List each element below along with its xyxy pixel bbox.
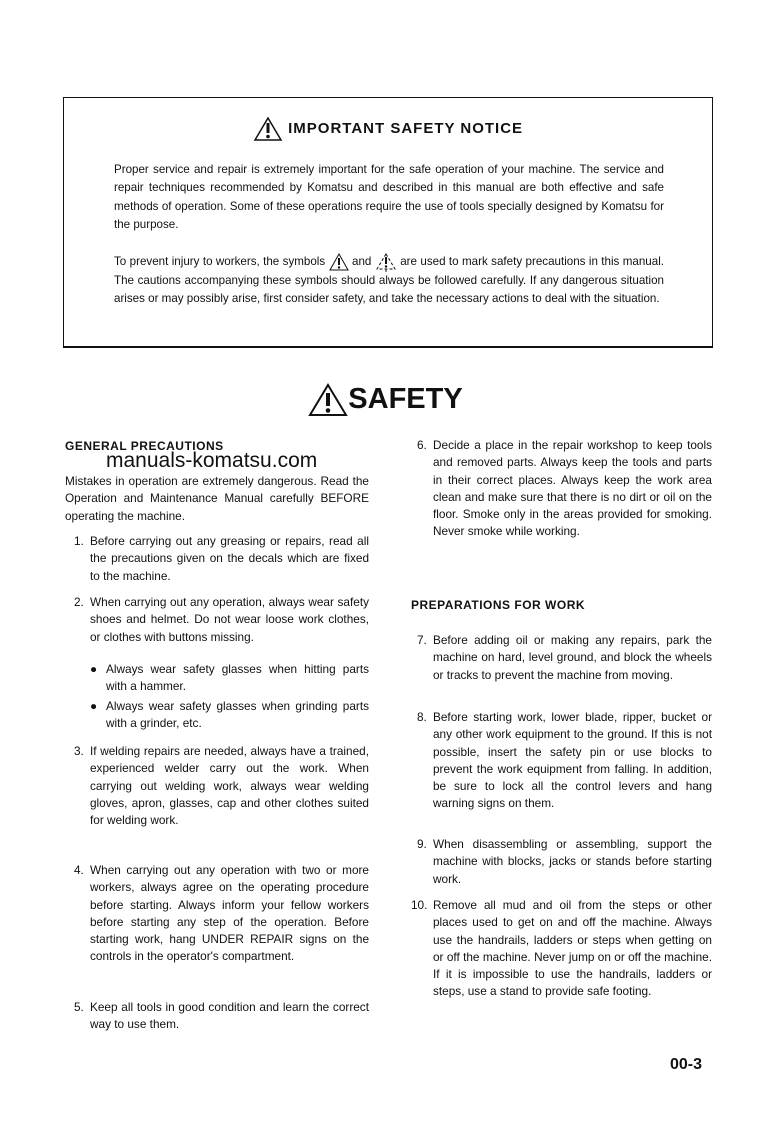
notice-title	[64, 116, 712, 142]
text: To prevent injury to workers, the symbols	[114, 255, 326, 269]
item-text: Keep all tools in good condition and learn the correct way to use them.	[90, 1000, 369, 1032]
safety-heading	[0, 383, 771, 417]
text: are used to mark safety precautions in this manual. The cautions accompanying these symbols should always be followed carefully. If any dangerous situation arises or may possibly arise, first consider safety, and take the necessary actions to deal with the situation.	[114, 255, 664, 306]
list-item	[74, 862, 369, 966]
bullet-text: Always wear safety glasses when grinding parts with a grinder, etc.	[106, 699, 369, 731]
item-text: Before carrying out any greasing or repairs, read all the precautions given on the decals which are fixed to the machine.	[90, 534, 369, 583]
notice-title-text: IMPORTANT SAFETY NOTICE	[288, 119, 524, 137]
warning-triangle-icon	[308, 383, 348, 417]
item-text: When disassembling or assembling, support the machine with blocks, jacks or stands before starting work.	[433, 837, 712, 886]
list-item	[417, 836, 712, 888]
item-number: 4.	[74, 863, 84, 877]
item-text: Decide a place in the repair workshop to keep tools and removed parts. Always keep the tools and parts in their correct places. Always keep the work area clean and make sure that there is no dirt or oil on the floor. Smoke only in the areas provided for smoking. Never smoke while working.	[433, 438, 712, 539]
item-number: 8.	[417, 710, 427, 724]
warning-triangle-icon	[253, 116, 283, 142]
item-text: When carrying out any operation, always wear safety shoes and helmet. Do not wear loose work clothes, or clothes with buttons missing.	[90, 595, 369, 644]
list-item	[74, 999, 369, 1034]
list-item	[74, 533, 369, 585]
list-item	[74, 594, 369, 646]
general-intro: Mistakes in operation are extremely dangerous. Read the Operation and Maintenance Manual carefully BEFORE operating the machine.	[65, 474, 369, 523]
warning-triangle-icon	[329, 253, 349, 271]
item-text: Before starting work, lower blade, ripper, bucket or any other work equipment to the ground. If this is not possible, insert the safety pin or use blocks to prevent the work equipment from falling. In addition, be sure to lock all the control levers and hang warning signs on them.	[433, 710, 712, 811]
safety-heading-text: SAFETY	[348, 383, 463, 415]
bullet-icon: ●	[90, 699, 98, 713]
item-number: 9.	[417, 837, 427, 851]
notice-paragraph-2	[114, 252, 664, 309]
caution-triangle-icon	[375, 252, 397, 272]
page-number: 00-3	[670, 1056, 703, 1073]
list-item	[411, 897, 712, 1001]
item-number: 5.	[74, 1000, 84, 1014]
list-item	[417, 632, 712, 684]
item-number: 3.	[74, 744, 84, 758]
item-text: Before adding oil or making any repairs, park the machine on hard, level ground, and block the wheels or tracks to prevent the machine from moving.	[433, 633, 712, 682]
bullet-text: Always wear safety glasses when hitting parts with a hammer.	[106, 662, 369, 694]
item-number: 6.	[417, 438, 427, 452]
item-number: 10.	[411, 898, 428, 912]
item-number: 7.	[417, 633, 427, 647]
item-text: When carrying out any operation with two or more workers, always agree on the operating procedure before starting. Always inform your fellow workers before starting any step of the operation. Before starting work, hang UNDER REPAIR signs on the controls in the operator's compartment.	[90, 863, 369, 964]
preparations-title: PREPARATIONS FOR WORK	[411, 598, 586, 612]
text: and	[352, 255, 372, 269]
list-item	[417, 709, 712, 813]
item-text: Remove all mud and oil from the steps or other places used to get on and off the machine. Always use the handrails, ladders or steps when getting on or off the machine. Never jump on or off the machine. If it is impossible to use the handrails, ladders or steps, use a stand to provide safe footing.	[433, 898, 712, 999]
item-text: If welding repairs are needed, always have a trained, experienced welder carry out the work. When carrying out welding work, always wear welding gloves, apron, glasses, cap and other clothes suited for welding work.	[90, 744, 369, 828]
bullet-item	[90, 661, 369, 696]
item-number: 2.	[74, 595, 84, 609]
bullet-icon: ●	[90, 662, 98, 676]
list-item	[417, 437, 712, 541]
watermark: manuals-komatsu.com	[106, 449, 318, 472]
bullet-item	[90, 698, 369, 733]
notice-paragraph-1: Proper service and repair is extremely important for the safe operation of your machine. The service and repair techniques recommended by Komatsu and described in this manual are both effective and safe methods of operation. Some of these operations require the use of tools specially designed by Komatsu for the purpose.	[114, 163, 664, 231]
safety-notice-box	[63, 97, 713, 348]
list-item	[74, 743, 369, 829]
item-number: 1.	[74, 534, 84, 548]
general-precautions-title: GENERAL PRECAUTIONS	[65, 439, 224, 453]
